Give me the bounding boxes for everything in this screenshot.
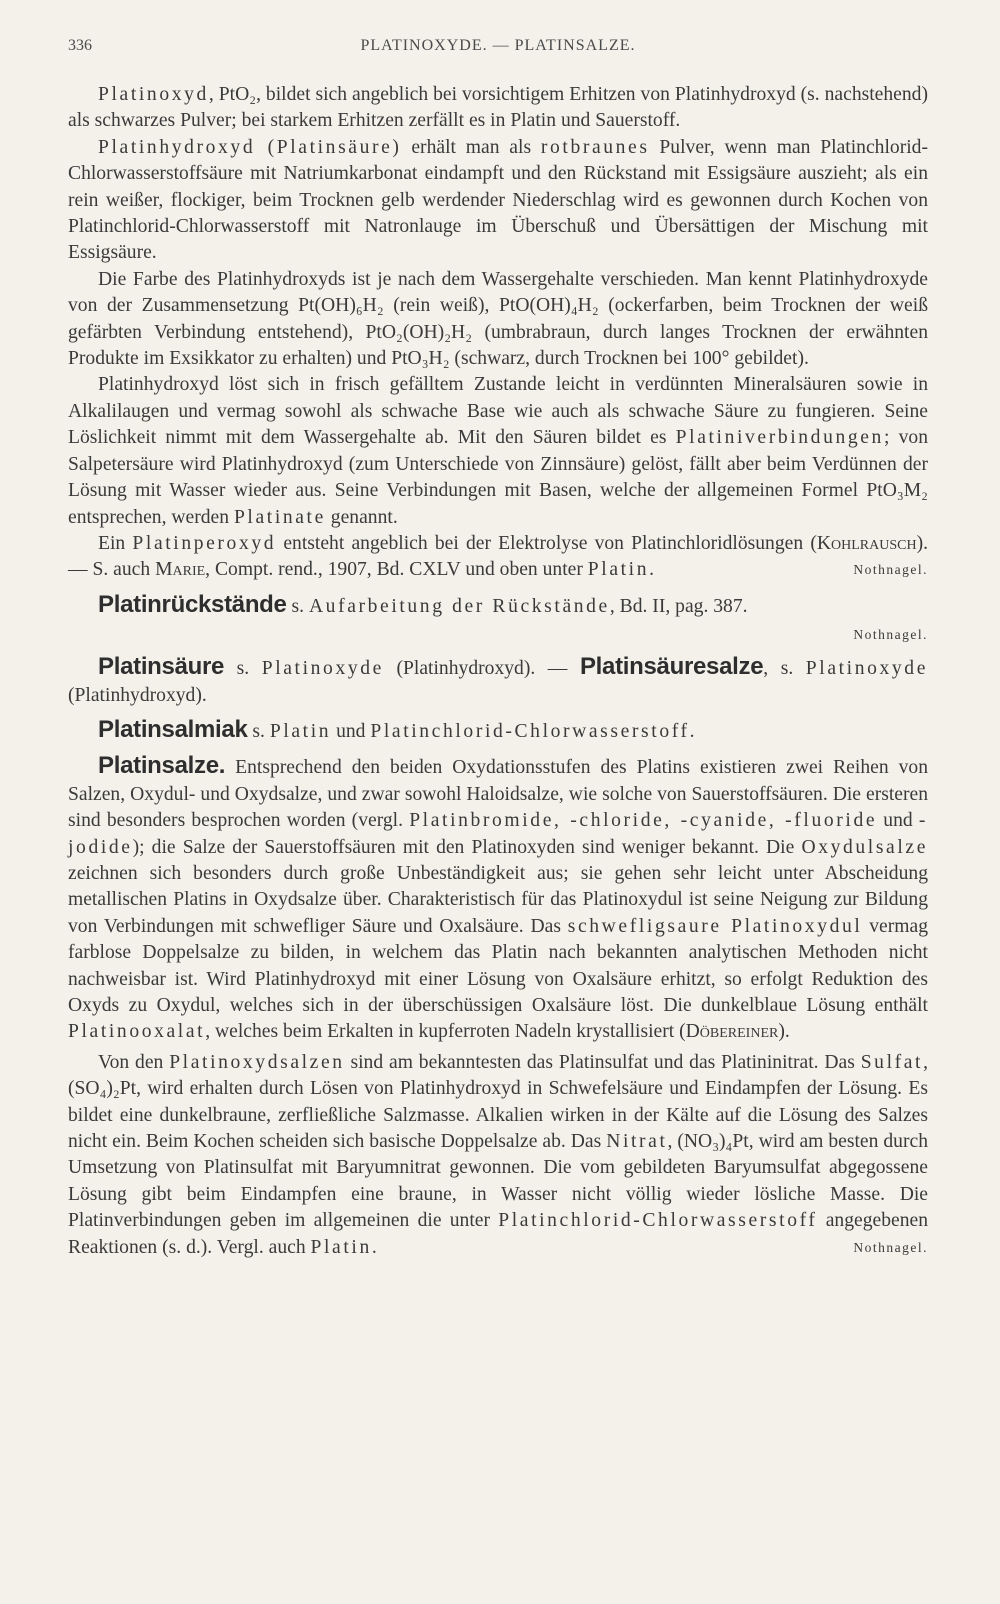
entry-text: s.: [247, 720, 270, 742]
entry-text: , s.: [763, 658, 806, 680]
paragraph-text: ; von Salpetersäure wird Platinhydroxyd (zum Unterschiede von Zinnsäure) gelöst, fällt aber beim Verdünnen der Lösung mit Wasser wieder aus. Seine Verbindungen mit Basen, welche der allgemeinen Formel PtO₃M₂ entsprechen, werden: [68, 427, 928, 528]
paragraph-text: , Compt. rend., 1907, Bd. CXLV und oben unter: [205, 559, 588, 581]
author-marie: Marie: [155, 559, 206, 581]
running-title: PLATINOXYDE. — PLATINSALZE.: [360, 37, 636, 54]
term-platiniverbindungen: Platiniverbindungen: [675, 427, 884, 449]
author-signature: Nothnagel.: [853, 562, 928, 578]
entry-platinsalmiak: [68, 717, 928, 745]
term-schwefligsaure: schwefligsaure Platinoxydul: [567, 915, 863, 937]
cross-reference: Platinbromide, -chloride, -cyanide, -fluoride: [409, 810, 878, 832]
ref-platin: Platin: [587, 559, 650, 581]
headword-secondary: Platinsäuresalze: [579, 653, 764, 681]
entry-platinsalze: [68, 753, 928, 1045]
paragraph-text: sind am bekanntesten das Platinsulfat und das Platininitrat. Das: [344, 1051, 861, 1073]
paragraph-text: , PtO₂, bildet sich angeblich bei vorsichtigem Erhitzen von Platinhydroxyd (s. nachstehend) als schwarzes Pulver; bei starkem Erhitzen zerfällt es in Platin und Sauerstoff.: [68, 84, 928, 132]
paragraph-text: genannt.: [325, 506, 398, 528]
paragraph-text: ). — S. auch: [68, 532, 929, 581]
headword: Platinsalmiak: [98, 715, 248, 743]
cross-reference: -jodide: [68, 810, 928, 858]
entry-text: (Platinhydroxyd).: [68, 684, 207, 706]
entry-platinrueckstaende: [68, 592, 928, 620]
entry-text: Entsprechend den beiden Oxydationsstufen des Platins existieren zwei Reihen von Salzen, Oxydul- und Oxydsalze, und zwar sowohl Haloidsalze, wie solche von Sauerstoffsäuren. Die ersteren sind besonders besprochen worden (vergl.: [68, 757, 928, 832]
paragraph-text: , (SO₄)₂Pt, wird erhalten durch Lösen von Platinhydroxyd in Schwefelsäure und Eindampfen der Lösung. Es bildet eine dunkelbraune, zerfließliche Salzmasse. Alkalien wirken in der Kälte auf die Lösung des Salzes nicht ein. Beim Kochen scheiden sich basische Doppelsalze ab. Das: [68, 1051, 928, 1153]
paragraph-text: Die Farbe des Platinhydroxyds ist je nach dem Wassergehalte verschieden. Man kennt Platinhydroxyde von der Zusammensetzung Pt(OH)₆H₂ (rein weiß), PtO(OH)₄H₂ (ockerfarben, beim Trocknen der weiß gefärbten Verbindung entstehend), PtO₂(OH)₂H₂ (umbrabraun, durch langes Trocknen der erwähnten Produkte im Exsikkator zu erhalten) und PtO₃H₂ (schwarz, durch Trocknen bei 100° gebildet).: [68, 268, 928, 370]
entry-text: .: [689, 720, 695, 742]
term-platinoxyd: Platinoxyd: [98, 84, 209, 105]
term-platinooxalat: Platinooxalat: [68, 1021, 206, 1043]
cross-reference: Platinchlorid-Chlorwasserstoff: [370, 720, 690, 742]
paragraph-loeslichkeit: [68, 372, 928, 530]
paragraph-text: angegebenen Reaktionen (s. d.). Vergl. auch: [68, 1210, 928, 1258]
paragraph-text: Ein: [98, 532, 133, 554]
term-nitrat: Nitrat: [606, 1131, 668, 1153]
paragraph-text: .: [371, 1236, 377, 1258]
entry-text: , welches beim Erkalten in kupferroten Nadeln krystallisiert (: [205, 1021, 686, 1043]
cross-reference: Platinoxyde: [261, 658, 384, 680]
paragraph-text: , (NO₃)₄Pt, wird am besten durch Umsetzung von Platinsulfat mit Baryumnitrat gewonnen. Die vom gebildeten Baryumsulfat abgegossene Lösung gibt beim Eindampfen eine braune, in Wasser nicht völlig wieder lösliche Masse. Die Platinverbindungen geben im allgemeinen die unter: [68, 1131, 928, 1232]
headword: Platinrückstände: [98, 590, 287, 618]
paragraph-text: .: [649, 559, 655, 581]
term-platinperoxyd: Platinperoxyd: [132, 532, 277, 554]
entry-text: s.: [286, 595, 309, 617]
term-platinate: Platinate: [233, 506, 326, 528]
entry-text: , Bd. II, pag. 387.: [609, 595, 748, 617]
entry-text: s.: [224, 658, 262, 680]
term-rotbraunes: rotbraunes: [540, 136, 650, 158]
entry-text: vermag farblose Doppelsalze zu bilden, in welchem das Platin nach bekannten analytischen Methoden nicht nachweisbar ist. Wird Platinhydroxyd mit einer Lösung von Oxalsäure erhitzt, so erfolgt Reduktion des Oxyds zu Oxydul, welches sich in der überschüssigen Oxalsäure löst. Die dunkelblaue Lösung enthält: [68, 915, 929, 1017]
entry-text: ); die Salze der Sauerstoffsäuren mit den Platinoxyden sind weniger bekannt. Die: [132, 836, 802, 858]
paragraph-text: erhält man als: [401, 136, 541, 158]
paragraph-text: Pulver, wenn man Platinchlorid-Chlorwasserstoffsäure mit Natriumkarbonat eindampft und den Rückstand mit Essigsäure auszieht; als ein rein weißer, flockiger, beim Trocknen gelb werdender Niederschlag wird es gewonnen durch Kochen von Platinchlorid-Chlorwasserstoff mit Natronlauge im Überschuß und Übersättigen der Mischung mit Essigsäure.: [68, 136, 928, 264]
paragraph-platinhydroxyd: [68, 135, 928, 267]
author-kohlrausch: Kohlrausch: [816, 532, 917, 554]
paragraph-farbe: [68, 267, 928, 373]
entry-text: (Platinhydroxyd). —: [383, 658, 580, 680]
term-sulfat: Sulfat: [860, 1051, 924, 1073]
paragraph-text: Platinhydroxyd löst sich in frisch gefälltem Zustande leicht in verdünnten Mineralsäuren sowie in Alkalilaugen und vermag sowohl als schwache Base wie auch als schwache Säure zu fungieren. Seine Löslichkeit nimmt mit dem Wassergehalte ab. Mit den Säuren bildet es: [68, 374, 928, 449]
term-platinoxydsalzen: Platinoxydsalzen: [169, 1051, 345, 1073]
entry-text: und: [877, 810, 919, 832]
page-number: 336: [68, 37, 92, 54]
paragraph-text: Von den: [98, 1051, 170, 1073]
headword: Platinsalze.: [98, 752, 226, 780]
term-oxydulsalze: Oxydulsalze: [801, 836, 928, 858]
author-doebereiner: Döbereiner: [685, 1021, 779, 1043]
cross-reference: Platinoxyde: [805, 658, 928, 680]
entry-text: ).: [778, 1021, 790, 1043]
paragraph-oxydsalze: [68, 1050, 928, 1261]
headword: Platinsäure: [98, 653, 225, 681]
paragraph-platinoxyd: [68, 82, 928, 135]
cross-reference: Platinchlorid-Chlorwasserstoff: [498, 1210, 818, 1232]
cross-reference: Platin: [269, 720, 332, 742]
page-header: [68, 37, 928, 65]
page-body: [68, 82, 928, 1261]
author-signature: Nothnagel.: [853, 1239, 928, 1255]
entry-text: und: [331, 720, 371, 742]
entry-platinsaeure: [68, 654, 928, 709]
cross-reference: Aufarbeitung der Rückstände: [308, 595, 610, 617]
author-signature: Nothnagel.: [853, 627, 928, 643]
term-platinhydroxyd: Platinhydroxyd (Platinsäure): [98, 136, 402, 158]
entry-text: zeichnen sich besonders durch große Unbeständigkeit aus; sie gehen sehr leicht unter Abscheidung metallischen Platins in Oxydsalze über. Charakteristisch für das Platinoxydul ist seine Neigung zur Bildung von Verbindungen mit schwefliger Säure und Oxalsäure. Das: [68, 862, 928, 937]
paragraph-text: entsteht angeblich bei der Elektrolyse von Platinchloridlösungen (: [276, 532, 817, 554]
cross-reference: Platin: [310, 1236, 372, 1258]
